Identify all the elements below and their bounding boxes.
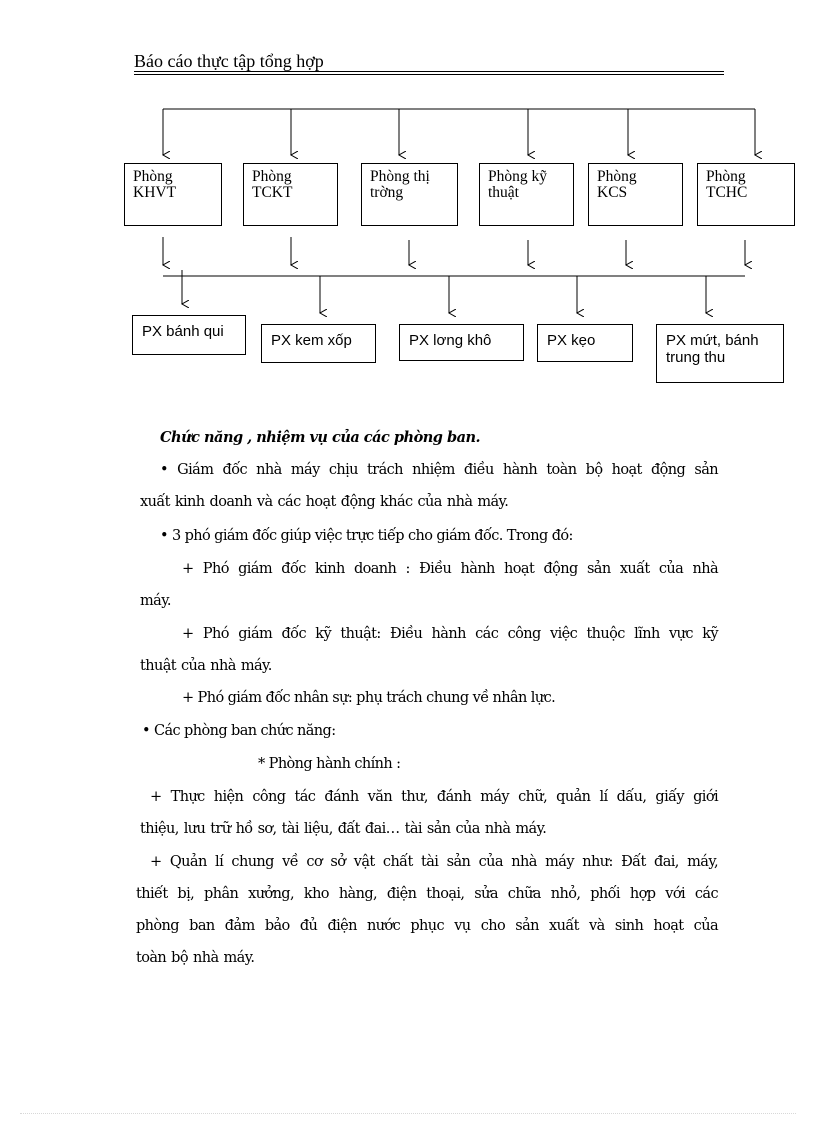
paragraph-3-line-1: + Phó giám đốc kinh doanh : Điều hành hoạt động sản xuất của nhà [182,561,718,577]
paragraph-9-line-3: phòng ban đảm bảo đủ điện nước phục vụ cho sản xuất và sinh hoạt của [136,918,718,934]
paragraph-1-line-2: xuất kinh doanh và các hoạt động khác của nhà máy. [140,494,509,510]
dept-box-kcs: Phòng KCS [588,163,683,226]
paragraph-8-line-1: + Thực hiện công tác đánh văn thư, đánh máy chữ, quản lí dấu, giấy giới [150,789,718,805]
section-heading: Chức năng , nhiệm vụ của các phòng ban. [160,429,481,446]
paragraph-6-line-1: • Các phòng ban chức năng: [142,723,336,739]
workshop-box-keo: PX kẹo [537,324,633,362]
paragraph-9-line-4: toàn bộ nhà máy. [136,950,255,966]
workshop-box-luong-kho: PX lơng khô [399,324,524,361]
dept-box-ky-thuat: Phòng kỹ thuật [479,163,574,226]
workshop-box-mut-banh-trung-thu: PX mứt, bánh trung thu [656,324,784,383]
paragraph-9-line-2: thiết bị, phân xưởng, kho hàng, điện thoại, sửa chữa nhỏ, phối hợp với các [136,886,718,902]
paragraph-9-line-1: + Quản lí chung về cơ sở vật chất tài sản của nhà máy như: Đất đai, máy, [150,854,718,870]
workshop-box-kem-xop: PX kem xốp [261,324,376,363]
paragraph-4-line-2: thuật của nhà máy. [140,658,272,674]
paragraph-5-line-1: + Phó giám đốc nhân sự: phụ trách chung về nhân lực. [182,690,556,706]
page-bottom-dotted-rule [20,1113,796,1114]
paragraph-8-line-2: thiệu, lưu trữ hồ sơ, tài liệu, đất đai… tài sản của nhà máy. [140,821,547,837]
dept-box-khvt: Phòng KHVT [124,163,222,226]
workshop-box-banh-qui: PX bánh qui [132,315,246,355]
paragraph-3-line-2: máy. [140,593,171,609]
dept-box-tckt: Phòng TCKT [243,163,338,226]
page-header-title: Báo cáo thực tập tổng hợp [134,51,324,71]
paragraph-4-line-1: + Phó giám đốc kỹ thuật: Điều hành các công việc thuộc lĩnh vực kỹ [182,626,718,642]
dept-box-thi-truong: Phòng thị trờng [361,163,458,226]
paragraph-2-line-1: • 3 phó giám đốc giúp việc trực tiếp cho giám đốc. Trong đó: [160,528,573,544]
paragraph-1-line-1: • Giám đốc nhà máy chịu trách nhiệm điều hành toàn bộ hoạt động sản [160,462,718,478]
dept-box-tchc: Phòng TCHC [697,163,795,226]
paragraph-7-line-1: * Phòng hành chính : [258,756,401,772]
